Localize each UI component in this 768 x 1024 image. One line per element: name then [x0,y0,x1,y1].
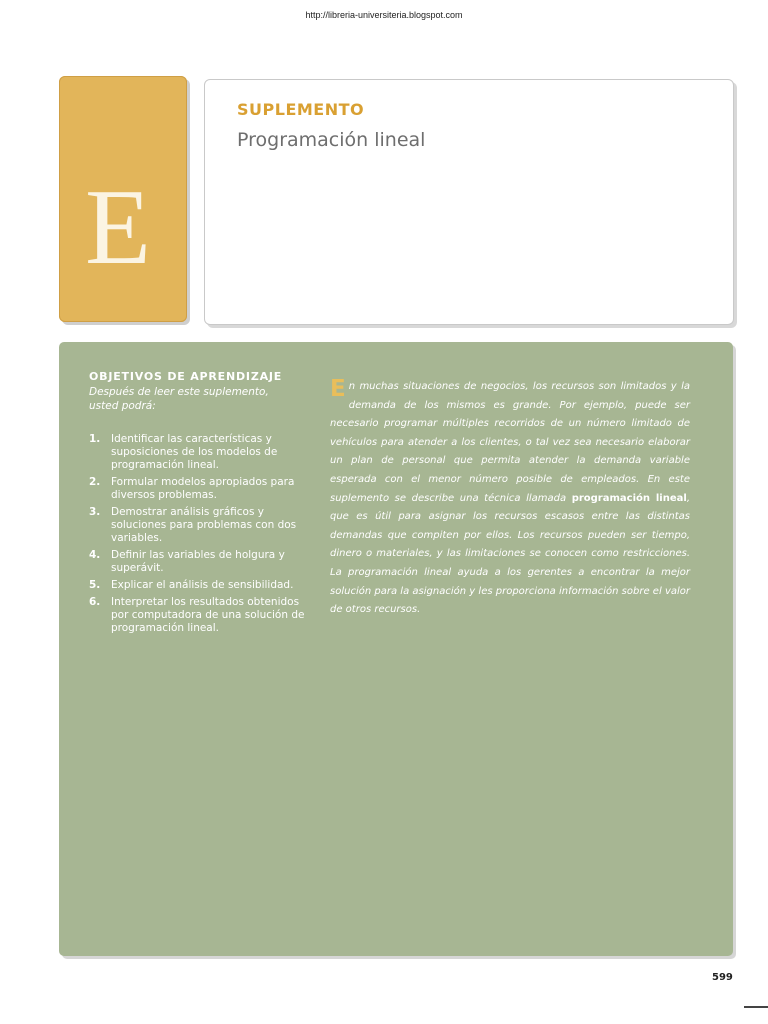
objective-number: 4. [89,549,101,561]
objective-number: 6. [89,596,101,608]
objective-item [89,596,309,635]
objective-item [89,433,309,472]
intro-paragraph [330,378,690,620]
title-card [204,79,734,325]
objectives-intro: Después de leer este suplemento, usted podrá: [89,386,269,412]
objectives-column [89,370,309,639]
objective-text: Formular modelos apropiados para diversos problemas. [111,476,295,501]
learning-objectives-panel [59,342,733,956]
chapter-letter-tab [59,76,187,322]
intro-text-part-1: n muchas situaciones de negocios, los recursos son limitados y la demanda de los mismos es grande. Por ejemplo, puede ser necesario programar múltiples recorridos de un número limitado de vehículos para atender a los clientes, o tal vez sea necesario elaborar un plan de personal que permita atender la demanda variable esperada con el menor número posible de empleados. En este suplemento se describe una técnica llamada [330,381,690,504]
supplement-label: SUPLEMENTO [237,100,365,119]
objective-item [89,506,309,545]
objective-number: 2. [89,476,101,488]
chapter-letter: E [85,168,151,287]
page-number: 599 [712,972,733,983]
objective-text: Identificar las características y suposiciones de los modelos de programación lineal. [111,433,278,471]
objective-item [89,476,309,502]
objective-text: Explicar el análisis de sensibilidad. [111,579,294,591]
objective-number: 3. [89,506,101,518]
intro-text-part-2: , que es útil para asignar los recursos escasos entre las distintas demandas que compiten por ellos. Los recursos pueden ser tiempo, dinero o materiales, y las limitaciones se conocen como restricciones. La programación lineal ayuda a los gerentes a encontrar la mejor solución para la asignación y les proporciona información sobre el valor de otros recursos. [330,492,690,616]
objective-item [89,579,309,592]
objective-text: Definir las variables de holgura y superávit. [111,549,285,574]
objectives-list [89,433,309,635]
corner-rule [744,1006,768,1008]
supplement-title: Programación lineal [237,129,426,151]
objective-text: Interpretar los resultados obtenidos por computadora de una solución de programación lineal. [111,596,305,634]
key-term: programación lineal [571,492,687,504]
objective-text: Demostrar análisis gráficos y soluciones para problemas con dos variables. [111,506,297,544]
source-url[interactable]: http://libreria-universiteria.blogspot.com [305,10,463,20]
drop-cap: E [330,376,346,402]
objective-item [89,549,309,575]
objective-number: 5. [89,579,101,591]
objective-number: 1. [89,433,101,445]
objectives-heading: OBJETIVOS DE APRENDIZAJE [89,370,283,383]
